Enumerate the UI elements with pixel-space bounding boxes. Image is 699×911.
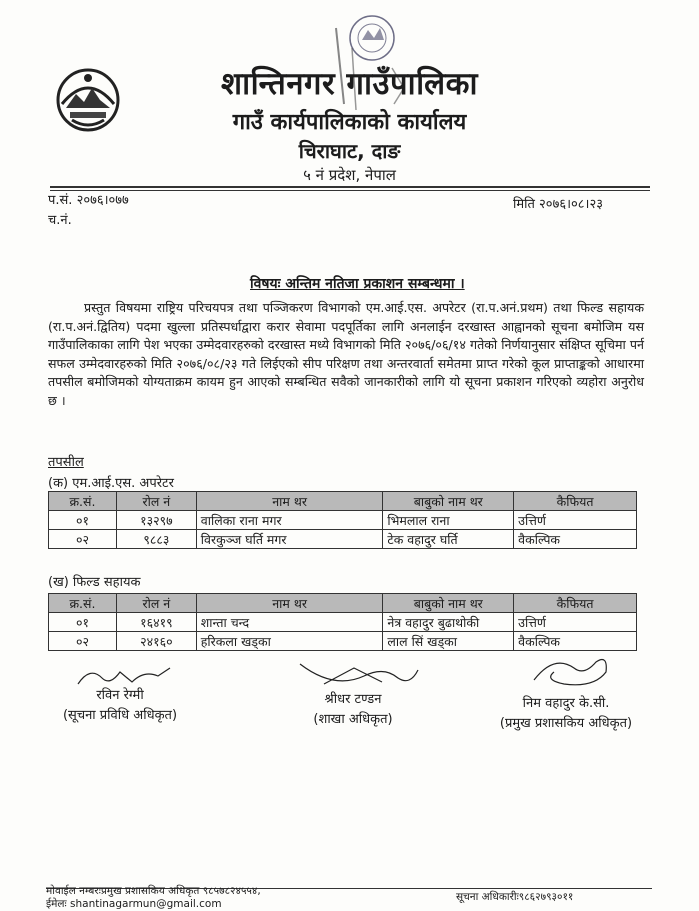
cell-father-name: टेक वहादुर घर्ति <box>383 530 514 549</box>
signatory-name: श्रीधर टण्डन <box>324 692 382 707</box>
footer-info-officer: सूचना अधिकारीः९८६२७९३०११ <box>456 891 574 903</box>
signatory-name: निम वहादुर के.सी. <box>522 696 610 711</box>
table-row <box>49 530 637 549</box>
signatory-name: रविन रेग्मी <box>96 688 144 703</box>
column-header-roll: रोल नं <box>116 594 196 613</box>
cell-roll: २४१६० <box>116 632 196 651</box>
section-title-field-assistant: (ख) फिल्ड सहायक <box>48 575 141 590</box>
footer-email: ईमेलः shantinagarmun@gmail.com <box>46 898 222 910</box>
column-header-remarks: कैफियत <box>514 594 637 613</box>
header-divider <box>50 186 650 188</box>
column-header-father-name: बाबुको नाम थर <box>383 594 514 613</box>
cell-serial: ०२ <box>49 530 117 549</box>
table-row <box>49 632 637 651</box>
cell-father-name: लाल सिं खड्का <box>383 632 514 651</box>
table-row <box>49 613 637 632</box>
cell-father-name: नेत्र वहादुर बुढाथोकी <box>383 613 514 632</box>
cell-roll: १३२९७ <box>116 511 196 530</box>
column-header-serial: क्र.सं. <box>49 492 117 511</box>
signatory-it-officer <box>30 686 210 726</box>
details-heading: तपसील <box>48 455 84 470</box>
signatory-title: (सूचना प्रविधि अधिकृत) <box>62 708 178 723</box>
column-header-father-name: बाबुको नाम थर <box>383 492 514 511</box>
subject-line: विषयः अन्तिम नतिजा प्रकाशन सम्बन्धमा । <box>250 276 465 292</box>
cell-serial: ०२ <box>49 632 117 651</box>
office-name: गाउँ कार्यपालिकाको कार्यालय <box>232 110 467 135</box>
province-name: ५ नं प्रदेश, नेपाल <box>303 166 396 184</box>
cell-father-name: भिमलाल राना <box>383 511 514 530</box>
reference-number: प.सं. २०७६।०७७ <box>48 193 129 208</box>
cell-remarks: उत्तिर्ण <box>514 511 637 530</box>
cell-name: विरकुञ्ज घर्ति मगर <box>196 530 383 549</box>
cell-name: वालिका राना मगर <box>196 511 383 530</box>
section-title-mis-operator: (क) एम.आई.एस. अपरेटर <box>48 476 174 491</box>
cell-roll: ९८८३ <box>116 530 196 549</box>
cell-remarks: वैकल्पिक <box>514 530 637 549</box>
column-header-name: नाम थर <box>196 594 383 613</box>
notice-body: प्रस्तुत विषयमा राष्ट्रिय परिचयपत्र तथा पञ्जिकरण विभागको एम.आई.एस. अपरेटर (रा.प.अनं.प्रथम) तथा फिल्ड सहायक (रा.प.अनं.द्वितिय) पदमा खुल्ला प्रतिस्पर्धाद्वारा करार सेवामा पदपूर्तिका लागि अनलाईन दरखास्त आह्वानको सूचना बमोजिम यस गाउँपालिकाका लागि पेश भएका उम्मेदवारहरुको दरखास्त मध्ये विभागको मिति २०७६/०६/१४ गतेको निर्णयानुसार संक्षिप्त सूचिमा पर्न सफल उम्मेदवारहरुको मिति २०७६/०८/२३ गते लिईएको सीप परिक्षण तथा अन्तरवार्ता समेतमा प्राप्त गरेको कूल प्राप्ताङ्कको आधारमा तपसील बमोजिमको योग्यताक्रम कायम हुन आएको सम्बन्धित सवैको जानकारीको लागि यो सूचना प्रकाशन गरिएको व्यहोरा अनुरोध छ । <box>48 300 644 408</box>
cell-remarks: वैकल्पिक <box>514 632 637 651</box>
results-table-field-assistant <box>48 593 637 651</box>
office-location: चिराघाट, दाङ <box>298 139 401 163</box>
letter-date: मिति २०७६।०८।२३ <box>513 197 603 212</box>
table-header-row <box>49 492 637 511</box>
cell-serial: ०१ <box>49 613 117 632</box>
column-header-roll: रोल नं <box>116 492 196 511</box>
signatory-section-officer <box>268 690 438 730</box>
footer-mobile: मोवाईल नम्बरःप्रमुख प्रशासकिय अधिकृत ९८५७८२४५५४, <box>46 885 261 897</box>
signatory-title: (प्रमुख प्रशासकिय अधिकृत) <box>499 716 633 731</box>
column-header-name: नाम थर <box>196 492 383 511</box>
column-header-serial: क्र.सं. <box>49 594 117 613</box>
cell-name: शान्ता चन्द <box>196 613 383 632</box>
signature-mark-chief-officer <box>524 650 614 694</box>
signatory-title: (शाखा अधिकृत) <box>313 712 393 727</box>
table-header-row <box>49 594 637 613</box>
signatory-chief-officer <box>466 694 666 734</box>
results-table-mis-operator <box>48 491 637 549</box>
cell-remarks: उत्तिर्ण <box>514 613 637 632</box>
cell-roll: १६४१९ <box>116 613 196 632</box>
municipality-name: शान्तिनगर गाउँपालिका <box>221 66 478 102</box>
table-row <box>49 511 637 530</box>
cell-name: हरिकला खड्का <box>196 632 383 651</box>
column-header-remarks: कैफियत <box>514 492 637 511</box>
header-divider-thin <box>50 190 650 191</box>
dispatch-number: च.नं. <box>48 213 72 228</box>
cell-serial: ०१ <box>49 511 117 530</box>
